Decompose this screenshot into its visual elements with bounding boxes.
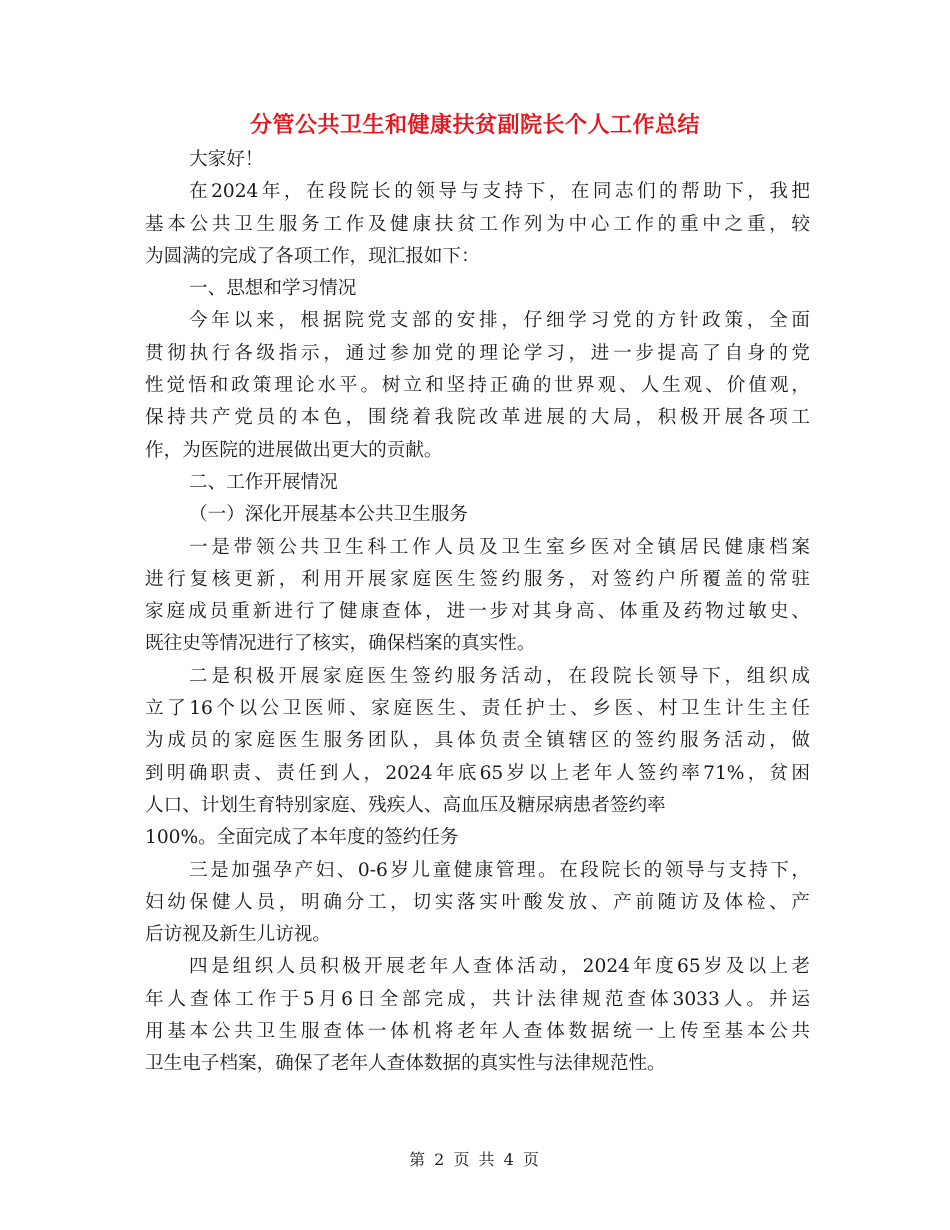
body-line: 一、思想和学习情况: [189, 278, 357, 300]
body-line: 在2024年，在段院长的领导与支持下，在同志们的帮助下，我把: [189, 181, 810, 203]
body-line: 三是加强孕产妇、0-6岁儿童健康管理。在段院长的领导与支持下，: [189, 859, 810, 881]
body-line: 为成员的家庭医生服务团队，具体负责全镇辖区的签约服务活动，做: [145, 730, 810, 752]
body-line: 年人查体工作于5月6日全部完成，共计法律规范查体3033人。并运: [145, 988, 810, 1010]
body-line: 既往史等情况进行了核实，确保档案的真实性。: [145, 633, 536, 655]
body-line: 二是积极开展家庭医生签约服务活动，在段院长领导下，组织成: [189, 665, 810, 687]
body-line: 到明确职责、责任到人，2024年底65岁以上老年人签约率71%，贫困: [145, 762, 810, 784]
body-line: 作，为医院的进展做出更大的贡献。: [145, 439, 443, 461]
body-line: 性觉悟和政策理论水平。树立和坚持正确的世界观、人生观、价值观，: [145, 375, 810, 397]
body-line: 立了16个以公卫医师、家庭医生、责任护士、乡医、村卫生计生主任: [145, 698, 810, 720]
body-line: 人口、计划生育特别家庭、残疾人、高血压及糖尿病患者签约率: [145, 794, 666, 816]
body-line: 一是带领公共卫生科工作人员及卫生室乡医对全镇居民健康档案: [189, 536, 810, 558]
page-number: 第 2 页 共 4 页: [409, 1150, 541, 1169]
document-title: 分管公共卫生和健康扶贫副院长个人工作总结: [249, 112, 700, 138]
body-line: 卫生电子档案，确保了老年人查体数据的真实性与法律规范性。: [145, 1053, 666, 1075]
body-line: （一）深化开展基本公共卫生服务: [189, 504, 468, 526]
body-line: 四是组织人员积极开展老年人查体活动，2024年度65岁及以上老: [189, 956, 810, 978]
body-line: 二、工作开展情况: [189, 471, 338, 493]
body-line: 贯彻执行各级指示，通过参加党的理论学习，进一步提高了自身的党: [145, 342, 810, 364]
body-line: 今年以来，根据院党支部的安排，仔细学习党的方针政策，全面: [189, 310, 810, 332]
body-line: 家庭成员重新进行了健康查体，进一步对其身高、体重及药物过敏史、: [145, 601, 810, 623]
document-body: [145, 144, 810, 1081]
body-line: 为圆满的完成了各项工作，现汇报如下：: [145, 245, 480, 267]
body-line: 基本公共卫生服务工作及健康扶贫工作列为中心工作的重中之重，较: [145, 213, 810, 235]
body-line: 妇幼保健人员，明确分工，切实落实叶酸发放、产前随访及体检、产: [145, 891, 810, 913]
body-line: 大家好！: [189, 149, 264, 170]
body-line: 100%。全面完成了本年度的签约任务: [145, 827, 459, 849]
body-line: 后访视及新生儿访视。: [145, 924, 331, 946]
body-line: 用基本公共卫生服查体一体机将老年人查体数据统一上传至基本公共: [145, 1021, 810, 1043]
body-line: 进行复核更新，利用开展家庭医生签约服务，对签约户所覆盖的常驻: [145, 568, 810, 590]
body-line: 保持共产党员的本色，围绕着我院改革进展的大局，积极开展各项工: [145, 407, 810, 429]
